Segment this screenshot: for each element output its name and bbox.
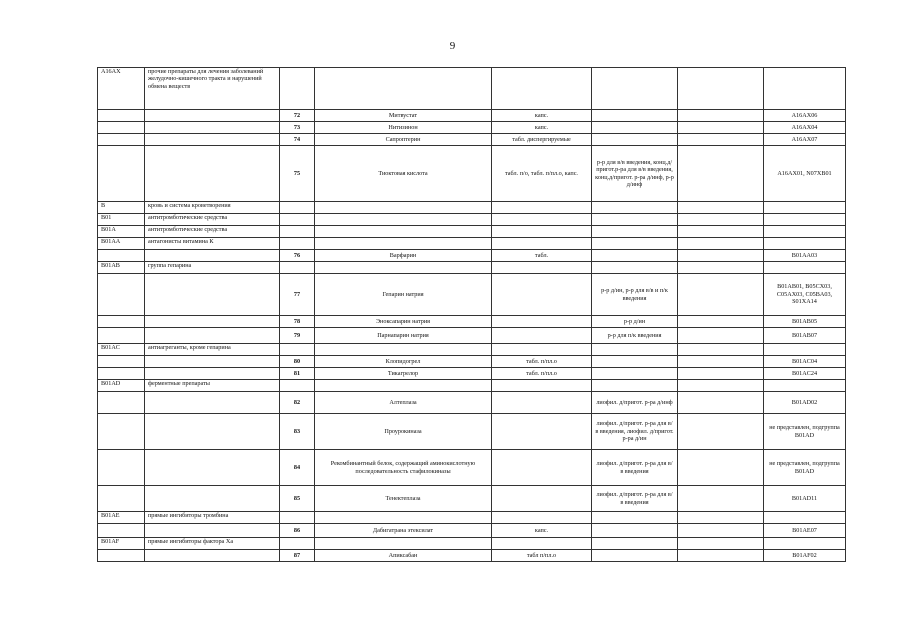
table-row [98, 380, 846, 392]
table-row [98, 486, 846, 512]
injection-form [592, 202, 678, 214]
drug-name: Варфарин [315, 250, 492, 262]
atc-group-code: A16AX [98, 68, 145, 110]
row-number: 74 [280, 134, 315, 146]
atc-group-code [98, 524, 145, 538]
atc-group-code: B01AF [98, 538, 145, 550]
dosage-form [492, 512, 592, 524]
drug-name: Тикагрелор [315, 368, 492, 380]
atc-code: не представлен, подгруппа B01AD [764, 414, 846, 450]
table-row [98, 110, 846, 122]
drug-name: Тиоктовая кислота [315, 146, 492, 202]
atc-group-code [98, 110, 145, 122]
table-row [98, 226, 846, 238]
extra-cell [678, 344, 764, 356]
atc-group-name: прямые ингибиторы тромбина [145, 512, 280, 524]
atc-code: B01AB01, B05CX03, C05AX03, C05BA03, S01XA14 [764, 274, 846, 316]
atc-code [764, 238, 846, 250]
drug-name: Клопидогрел [315, 356, 492, 368]
dosage-form: табл. п/пл.о [492, 368, 592, 380]
dosage-form [492, 316, 592, 328]
row-number: 72 [280, 110, 315, 122]
dosage-form: капс. [492, 110, 592, 122]
table-row [98, 328, 846, 344]
atc-group-code [98, 274, 145, 316]
dosage-form [492, 202, 592, 214]
injection-form [592, 68, 678, 110]
dosage-form [492, 392, 592, 414]
drug-name [315, 214, 492, 226]
table-row [98, 524, 846, 538]
extra-cell [678, 202, 764, 214]
row-number: 80 [280, 356, 315, 368]
atc-group-code [98, 250, 145, 262]
atc-code: B01AB05 [764, 316, 846, 328]
dosage-form: табл. [492, 250, 592, 262]
table-row [98, 414, 846, 450]
table-row [98, 356, 846, 368]
row-number: 86 [280, 524, 315, 538]
row-number: 78 [280, 316, 315, 328]
atc-group-name [145, 250, 280, 262]
atc-group-name [145, 392, 280, 414]
atc-code [764, 68, 846, 110]
extra-cell [678, 450, 764, 486]
atc-code [764, 538, 846, 550]
row-number: 87 [280, 550, 315, 562]
atc-group-code: B01AC [98, 344, 145, 356]
drug-name [315, 262, 492, 274]
extra-cell [678, 238, 764, 250]
table-row [98, 134, 846, 146]
extra-cell [678, 356, 764, 368]
drug-name [315, 512, 492, 524]
drug-name: Рекомбинантный белок, содержащий аминокислотную последовательность стафилокиназы [315, 450, 492, 486]
atc-group-name [145, 122, 280, 134]
atc-code [764, 512, 846, 524]
table-row [98, 214, 846, 226]
row-number: 76 [280, 250, 315, 262]
drug-name [315, 202, 492, 214]
atc-group-name: антитромботические средства [145, 214, 280, 226]
atc-code: B01AE07 [764, 524, 846, 538]
injection-form: р-р д/ин [592, 316, 678, 328]
dosage-form [492, 414, 592, 450]
row-number: 75 [280, 146, 315, 202]
extra-cell [678, 550, 764, 562]
extra-cell [678, 68, 764, 110]
row-number: 82 [280, 392, 315, 414]
atc-code: не представлен, подгруппа B01AD [764, 450, 846, 486]
row-number: 85 [280, 486, 315, 512]
extra-cell [678, 122, 764, 134]
atc-code: B01AA03 [764, 250, 846, 262]
dosage-form [492, 226, 592, 238]
table-row [98, 250, 846, 262]
extra-cell [678, 110, 764, 122]
injection-form [592, 226, 678, 238]
dosage-form [492, 238, 592, 250]
row-number [280, 238, 315, 250]
row-number: 84 [280, 450, 315, 486]
row-number: 83 [280, 414, 315, 450]
dosage-form [492, 262, 592, 274]
row-number [280, 214, 315, 226]
atc-group-code: B01AA [98, 238, 145, 250]
extra-cell [678, 250, 764, 262]
atc-group-name [145, 450, 280, 486]
row-number: 79 [280, 328, 315, 344]
drug-name: Проурокиназа [315, 414, 492, 450]
atc-group-code [98, 122, 145, 134]
atc-group-code: B01 [98, 214, 145, 226]
atc-code: A16AX04 [764, 122, 846, 134]
atc-group-code [98, 550, 145, 562]
atc-group-code [98, 134, 145, 146]
injection-form [592, 122, 678, 134]
row-number: 73 [280, 122, 315, 134]
injection-form [592, 356, 678, 368]
atc-group-code [98, 392, 145, 414]
dosage-form [492, 328, 592, 344]
dosage-form: табл. диспергируемые [492, 134, 592, 146]
table-row [98, 122, 846, 134]
drug-name [315, 226, 492, 238]
atc-group-code [98, 328, 145, 344]
atc-code: B01AC24 [764, 368, 846, 380]
table-row [98, 450, 846, 486]
table-row [98, 68, 846, 110]
atc-code [764, 344, 846, 356]
table-row [98, 262, 846, 274]
injection-form [592, 380, 678, 392]
injection-form: лиофил. д/пригот. р-ра д/инф [592, 392, 678, 414]
extra-cell [678, 380, 764, 392]
atc-group-name: антагонисты витамина К [145, 238, 280, 250]
injection-form [592, 134, 678, 146]
extra-cell [678, 316, 764, 328]
drug-name [315, 538, 492, 550]
atc-code [764, 202, 846, 214]
row-number: 81 [280, 368, 315, 380]
table-row [98, 202, 846, 214]
drug-name [315, 344, 492, 356]
atc-group-code [98, 356, 145, 368]
atc-code: B01AD11 [764, 486, 846, 512]
injection-form [592, 538, 678, 550]
table-row [98, 550, 846, 562]
injection-form [592, 524, 678, 538]
extra-cell [678, 274, 764, 316]
atc-group-code [98, 316, 145, 328]
drug-name: Дабигатрана этексилат [315, 524, 492, 538]
row-number [280, 68, 315, 110]
atc-code [764, 262, 846, 274]
drug-name: Гепарин натрия [315, 274, 492, 316]
injection-form [592, 250, 678, 262]
atc-group-name: прямые ингибиторы фактора Xa [145, 538, 280, 550]
atc-group-code: B01AE [98, 512, 145, 524]
injection-form: р-р д/ин, р-р для в/в и п/к введения [592, 274, 678, 316]
dosage-form: капс. [492, 122, 592, 134]
table-row [98, 238, 846, 250]
injection-form: р-р для в/в введения, конц.д/пригот.р-ра для в/в введения, конц.д/пригот. р-ра д/инф, р-р д/инф [592, 146, 678, 202]
atc-group-code: B01A [98, 226, 145, 238]
atc-group-code: B01AD [98, 380, 145, 392]
table-row [98, 538, 846, 550]
atc-group-code [98, 368, 145, 380]
extra-cell [678, 392, 764, 414]
extra-cell [678, 214, 764, 226]
drug-name [315, 238, 492, 250]
atc-group-name: ферментные препараты [145, 380, 280, 392]
injection-form: лиофил. д/пригот. р-ра для в/в введения [592, 450, 678, 486]
table-row [98, 274, 846, 316]
dosage-form [492, 68, 592, 110]
injection-form [592, 344, 678, 356]
atc-group-code: B [98, 202, 145, 214]
drug-name: Нитизинон [315, 122, 492, 134]
injection-form [592, 262, 678, 274]
atc-code: B01AB07 [764, 328, 846, 344]
table-row [98, 368, 846, 380]
atc-group-name [145, 110, 280, 122]
row-number [280, 538, 315, 550]
atc-group-name: кровь и система кроветворения [145, 202, 280, 214]
atc-group-name [145, 414, 280, 450]
atc-group-name [145, 316, 280, 328]
drug-name: Митвустат [315, 110, 492, 122]
injection-form [592, 110, 678, 122]
atc-code [764, 214, 846, 226]
extra-cell [678, 512, 764, 524]
dosage-form: капс. [492, 524, 592, 538]
extra-cell [678, 368, 764, 380]
injection-form [592, 214, 678, 226]
dosage-form [492, 380, 592, 392]
dosage-form [492, 538, 592, 550]
atc-code [764, 226, 846, 238]
atc-group-name [145, 328, 280, 344]
atc-group-name: группа гепарина [145, 262, 280, 274]
table-row [98, 316, 846, 328]
dosage-form [492, 214, 592, 226]
atc-code [764, 380, 846, 392]
atc-group-code [98, 450, 145, 486]
atc-code: B01AF02 [764, 550, 846, 562]
atc-group-name [145, 146, 280, 202]
dosage-form [492, 274, 592, 316]
row-number [280, 262, 315, 274]
row-number [280, 344, 315, 356]
extra-cell [678, 262, 764, 274]
injection-form: лиофил. д/пригот. р-ра для в/в введения [592, 486, 678, 512]
extra-cell [678, 538, 764, 550]
atc-group-name [145, 524, 280, 538]
table-row [98, 344, 846, 356]
atc-group-name: прочие препараты для лечения заболеваний желудочно-кишечного тракта и нарушений обмена веществ [145, 68, 280, 110]
atc-group-name [145, 356, 280, 368]
drug-name: Парнапарин натрия [315, 328, 492, 344]
dosage-form [492, 486, 592, 512]
extra-cell [678, 486, 764, 512]
atc-group-name [145, 486, 280, 512]
atc-group-code [98, 414, 145, 450]
table-row [98, 392, 846, 414]
atc-group-name [145, 550, 280, 562]
injection-form [592, 368, 678, 380]
extra-cell [678, 414, 764, 450]
dosage-form: табл. п/о, табл. п/пл.о, капс. [492, 146, 592, 202]
table-row [98, 146, 846, 202]
atc-group-name: антитромботические средства [145, 226, 280, 238]
atc-group-name: антиагреганты, кроме гепарина [145, 344, 280, 356]
row-number: 77 [280, 274, 315, 316]
drug-name [315, 68, 492, 110]
dosage-form: табл. п/пл.о [492, 356, 592, 368]
extra-cell [678, 328, 764, 344]
atc-code: B01AD02 [764, 392, 846, 414]
drug-name: Апиксабан [315, 550, 492, 562]
extra-cell [678, 134, 764, 146]
drug-name: Эноксапарин натрия [315, 316, 492, 328]
extra-cell [678, 226, 764, 238]
extra-cell [678, 146, 764, 202]
injection-form [592, 550, 678, 562]
atc-code: B01AC04 [764, 356, 846, 368]
row-number [280, 512, 315, 524]
dosage-form: табл п/пл.о [492, 550, 592, 562]
injection-form: лиофил. д/пригот. р-ра для в/в введения, лиофил. д/пригот. р-ра д/ин [592, 414, 678, 450]
atc-group-code [98, 486, 145, 512]
row-number [280, 380, 315, 392]
atc-group-name [145, 368, 280, 380]
drug-name: Сапроптерин [315, 134, 492, 146]
injection-form: р-р для п/к введения [592, 328, 678, 344]
extra-cell [678, 524, 764, 538]
atc-group-name [145, 134, 280, 146]
atc-group-code [98, 146, 145, 202]
drug-name: Алтеплаза [315, 392, 492, 414]
row-number [280, 226, 315, 238]
row-number [280, 202, 315, 214]
atc-group-name [145, 274, 280, 316]
injection-form [592, 512, 678, 524]
drug-name [315, 380, 492, 392]
atc-group-code: B01AB [98, 262, 145, 274]
atc-code: A16AX06 [764, 110, 846, 122]
page-number: 9 [449, 40, 456, 52]
drug-name: Тенектеплаза [315, 486, 492, 512]
table-row [98, 512, 846, 524]
dosage-form [492, 450, 592, 486]
drug-list-table [97, 67, 846, 562]
dosage-form [492, 344, 592, 356]
atc-code: A16AX01, N07XB01 [764, 146, 846, 202]
atc-code: A16AX07 [764, 134, 846, 146]
injection-form [592, 238, 678, 250]
